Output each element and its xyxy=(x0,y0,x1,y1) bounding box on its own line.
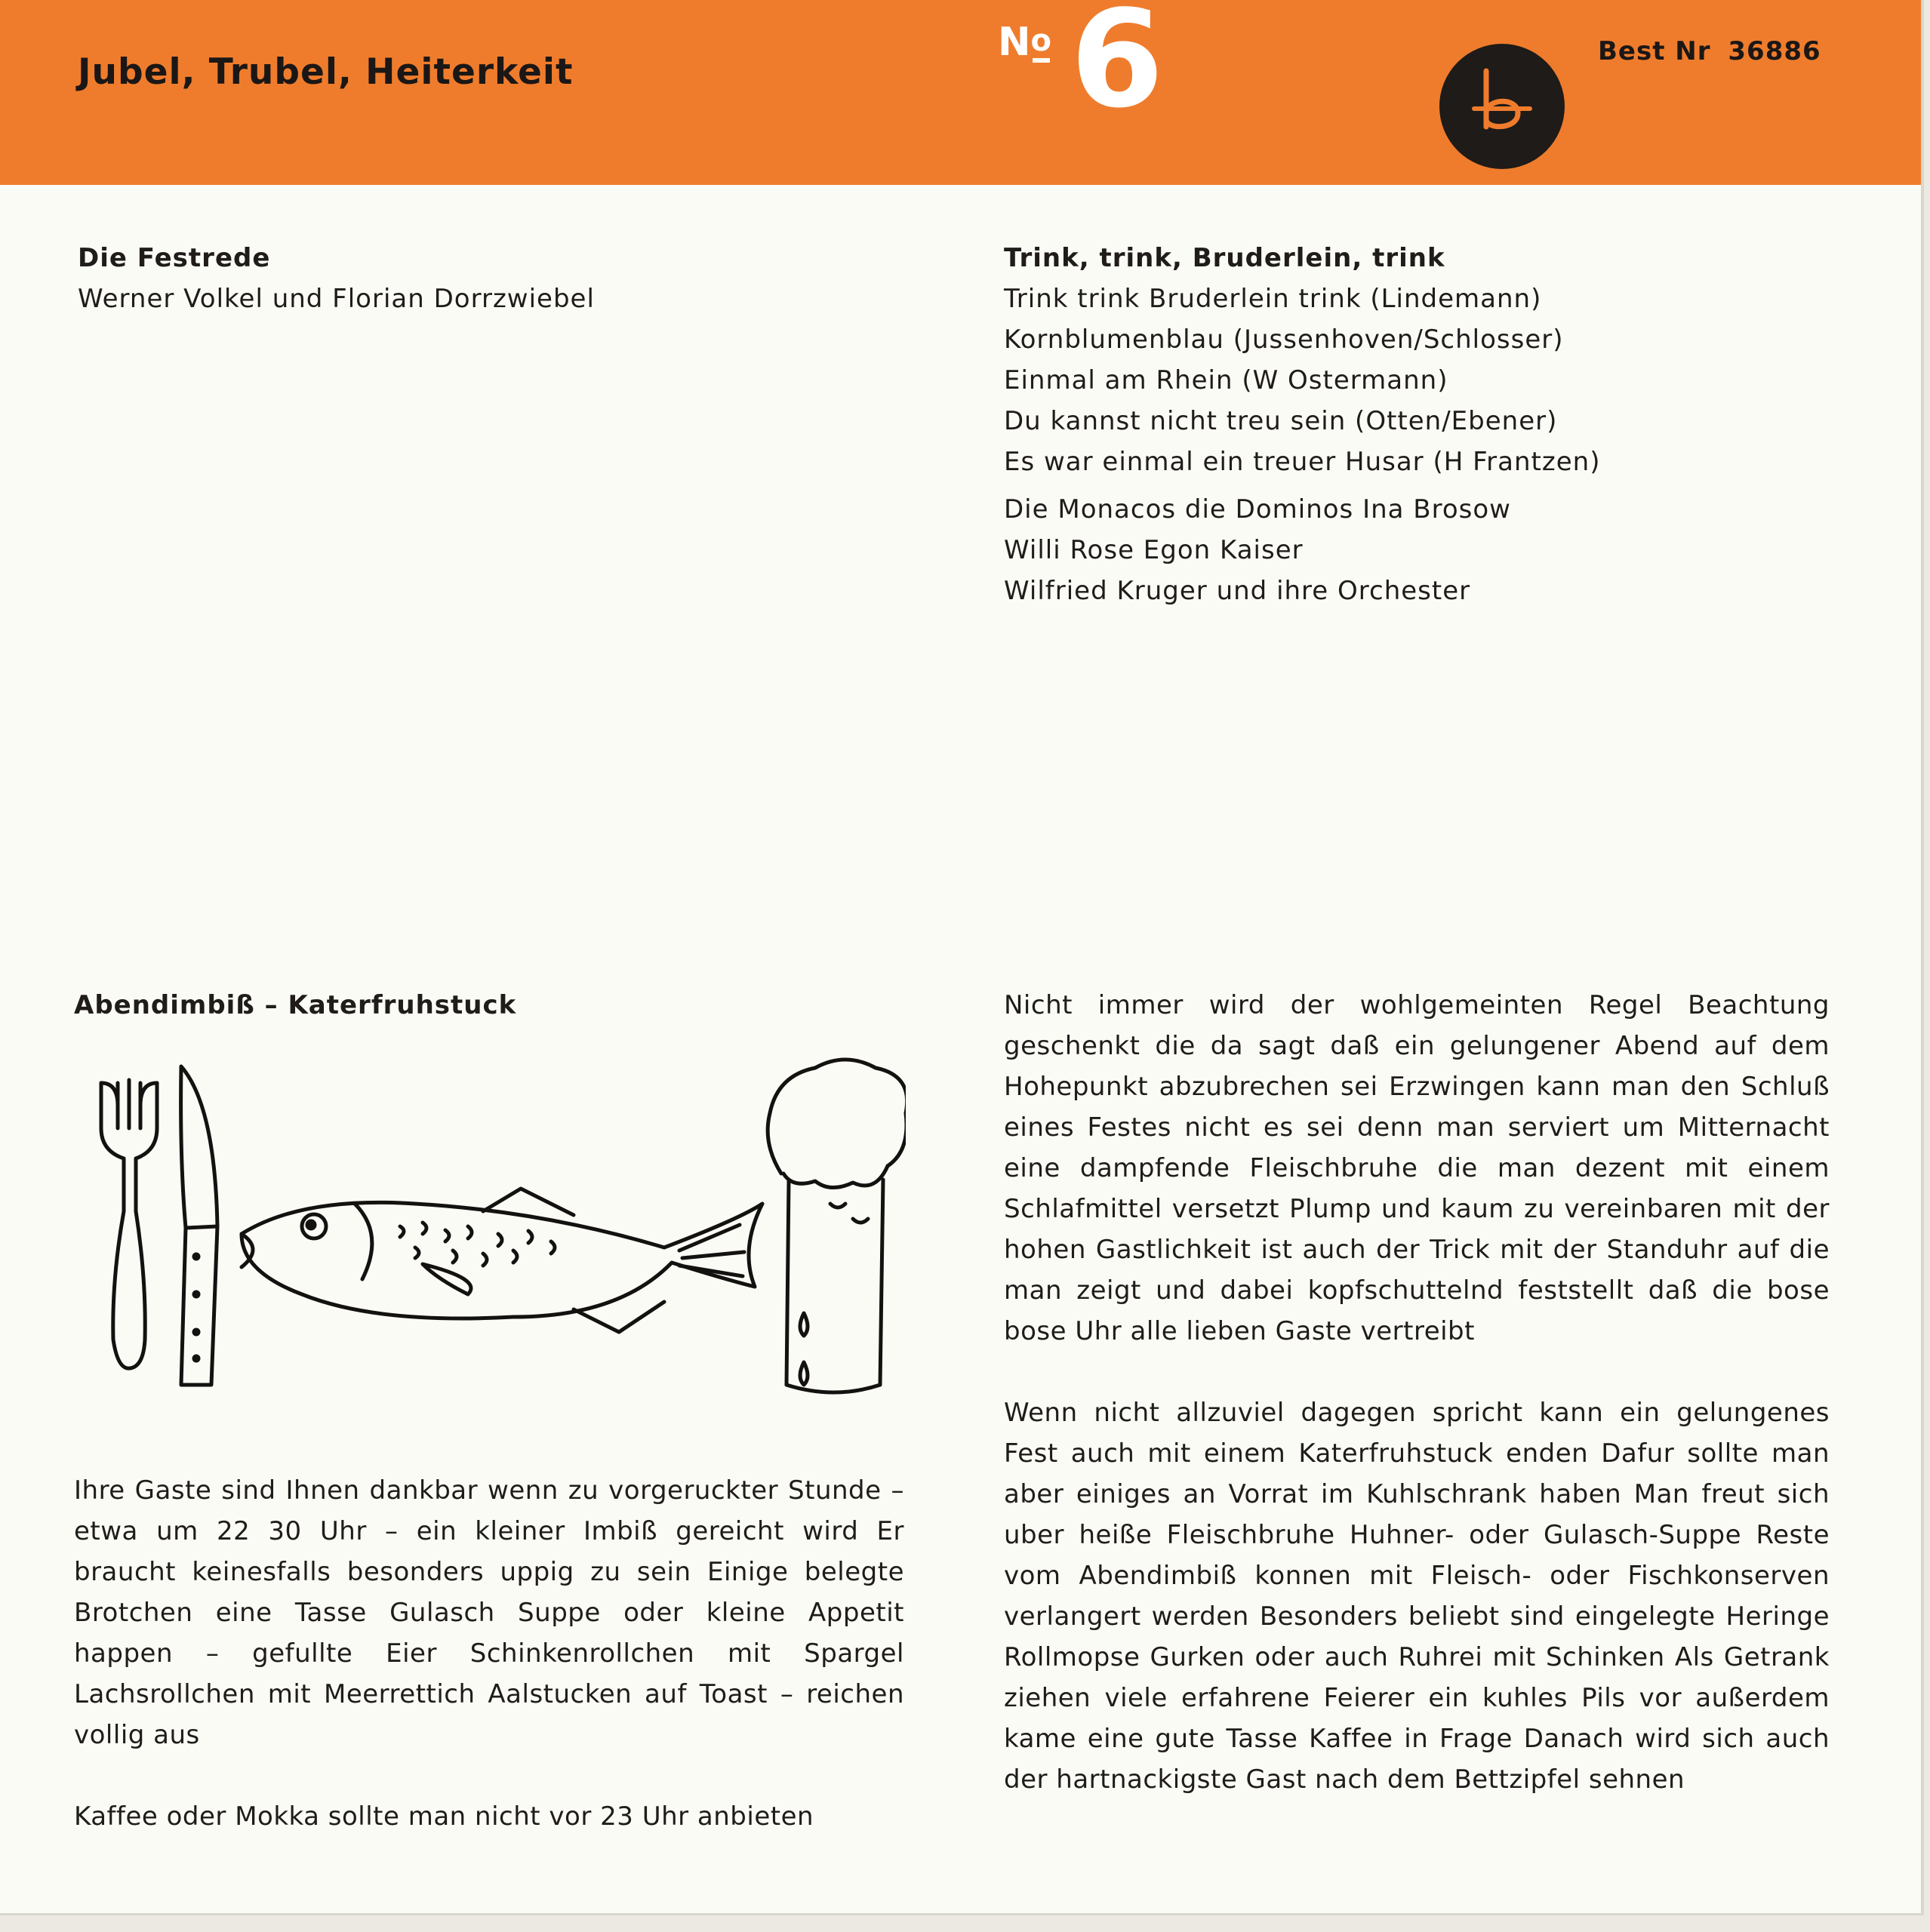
track-item: Du kannst nicht treu sein (Otten/Ebener) xyxy=(1004,406,1558,436)
track-item: Einmal am Rhein (W Ostermann) xyxy=(1004,365,1448,395)
track-item: Trink trink Bruderlein trink (Lindemann) xyxy=(1004,284,1542,314)
article-left-column xyxy=(74,1470,904,1837)
article-right-column xyxy=(1004,985,1830,1800)
b-logo-icon xyxy=(1439,44,1565,169)
volume-number: 6 xyxy=(1070,0,1164,137)
number-sign xyxy=(998,20,1052,65)
side-b-info xyxy=(1004,238,1600,611)
article-heading xyxy=(74,985,516,1026)
food-illustration xyxy=(91,1053,906,1418)
article-title: Abendimbiß – Katerfruhstuck xyxy=(74,990,517,1020)
article-paragraph: Kaffee oder Mokka sollte man nicht vor 23 Uhr anbieten xyxy=(74,1801,814,1832)
performer-item: Wilfried Kruger und ihre Orchester xyxy=(1004,576,1471,606)
number-sign-letter: N xyxy=(998,20,1031,65)
track-item: Kornblumenblau (Jussenhoven/Schlosser) xyxy=(1004,325,1564,355)
order-value: 36886 xyxy=(1728,36,1821,66)
knife-icon xyxy=(181,1066,217,1385)
side-a-info xyxy=(78,238,595,319)
beer-glass-icon xyxy=(768,1060,906,1392)
number-sign-o: o xyxy=(1030,23,1052,58)
article-paragraph: Wenn nicht allzuviel dagegen spricht kann ein gelungenes Fest auch mit einem Katerfruhstuck enden Dafur sollte man aber einiges an Vorrat im Kuhlschrank haben Man freut sich uber heiße Fleischbruhe Huhner- oder Gulasch-Suppe Reste vom Abendimbiß konnen mit Fleisch- oder Fischkonserven verlangert werden Besonders beliebt sind eingelegte Heringe Rollmopse Gurken oder auch Ruhrei mit Schinken Als Getrank ziehen viele erfahrene Feierer ein kuhles Pils vor außerdem kame eine gute Tasse Kaffee in Frage Danach wird sich auch der hartnackigste Gast nach dem Bettzipfel sehnen xyxy=(1004,1398,1830,1795)
order-number xyxy=(1598,36,1821,66)
performer-item: Willi Rose Egon Kaiser xyxy=(1004,535,1304,565)
fish-icon xyxy=(242,1189,762,1332)
fork-icon xyxy=(101,1080,157,1368)
header-band xyxy=(0,0,1921,185)
side-a-title: Die Festrede xyxy=(78,243,271,273)
side-b-title: Trink, trink, Bruderlein, trink xyxy=(1004,243,1445,273)
order-label: Best Nr xyxy=(1598,36,1711,66)
side-a-artists: Werner Volkel und Florian Dorrzwiebel xyxy=(78,284,595,314)
series-title: Jubel, Trubel, Heiterkeit xyxy=(78,51,574,93)
article-paragraph: Ihre Gaste sind Ihnen dankbar wenn zu vorgeruckter Stunde – etwa um 22 30 Uhr – ein kleiner Imbiß gereicht wird Er braucht keinesfalls besonders uppig zu sein Einige belegte Brotchen eine Tasse Gulasch Suppe oder kleine Appetit happen – gefullte Eier Schinkenrollchen mit Spargel Lachsrollchen mit Meerrettich Aalstucken auf Toast – reichen vollig aus xyxy=(74,1475,904,1750)
label-logo xyxy=(1439,44,1565,169)
article-paragraph: Nicht immer wird der wohlgemeinten Regel Beachtung geschenkt die da sagt daß ein gelungener Abend auf dem Hohepunkt abzubrechen sei Erzwingen kann man den Schluß eines Festes nicht es sei denn man serviert um Mitternacht eine dampfende Fleischbruhe die man dezent mit einem Schlafmittel versetzt Plump und kaum zu vereinbaren mit der hohen Gastlichkeit ist auch der Trick mit der Standuhr auf die man zeigt und dabei kopfschuttelnd feststellt daß die bose bose Uhr alle lieben Gaste vertreibt xyxy=(1004,990,1830,1346)
track-item: Es war einmal ein treuer Husar (H Frantzen) xyxy=(1004,447,1601,477)
performer-item: Die Monacos die Dominos Ina Brosow xyxy=(1004,494,1511,525)
